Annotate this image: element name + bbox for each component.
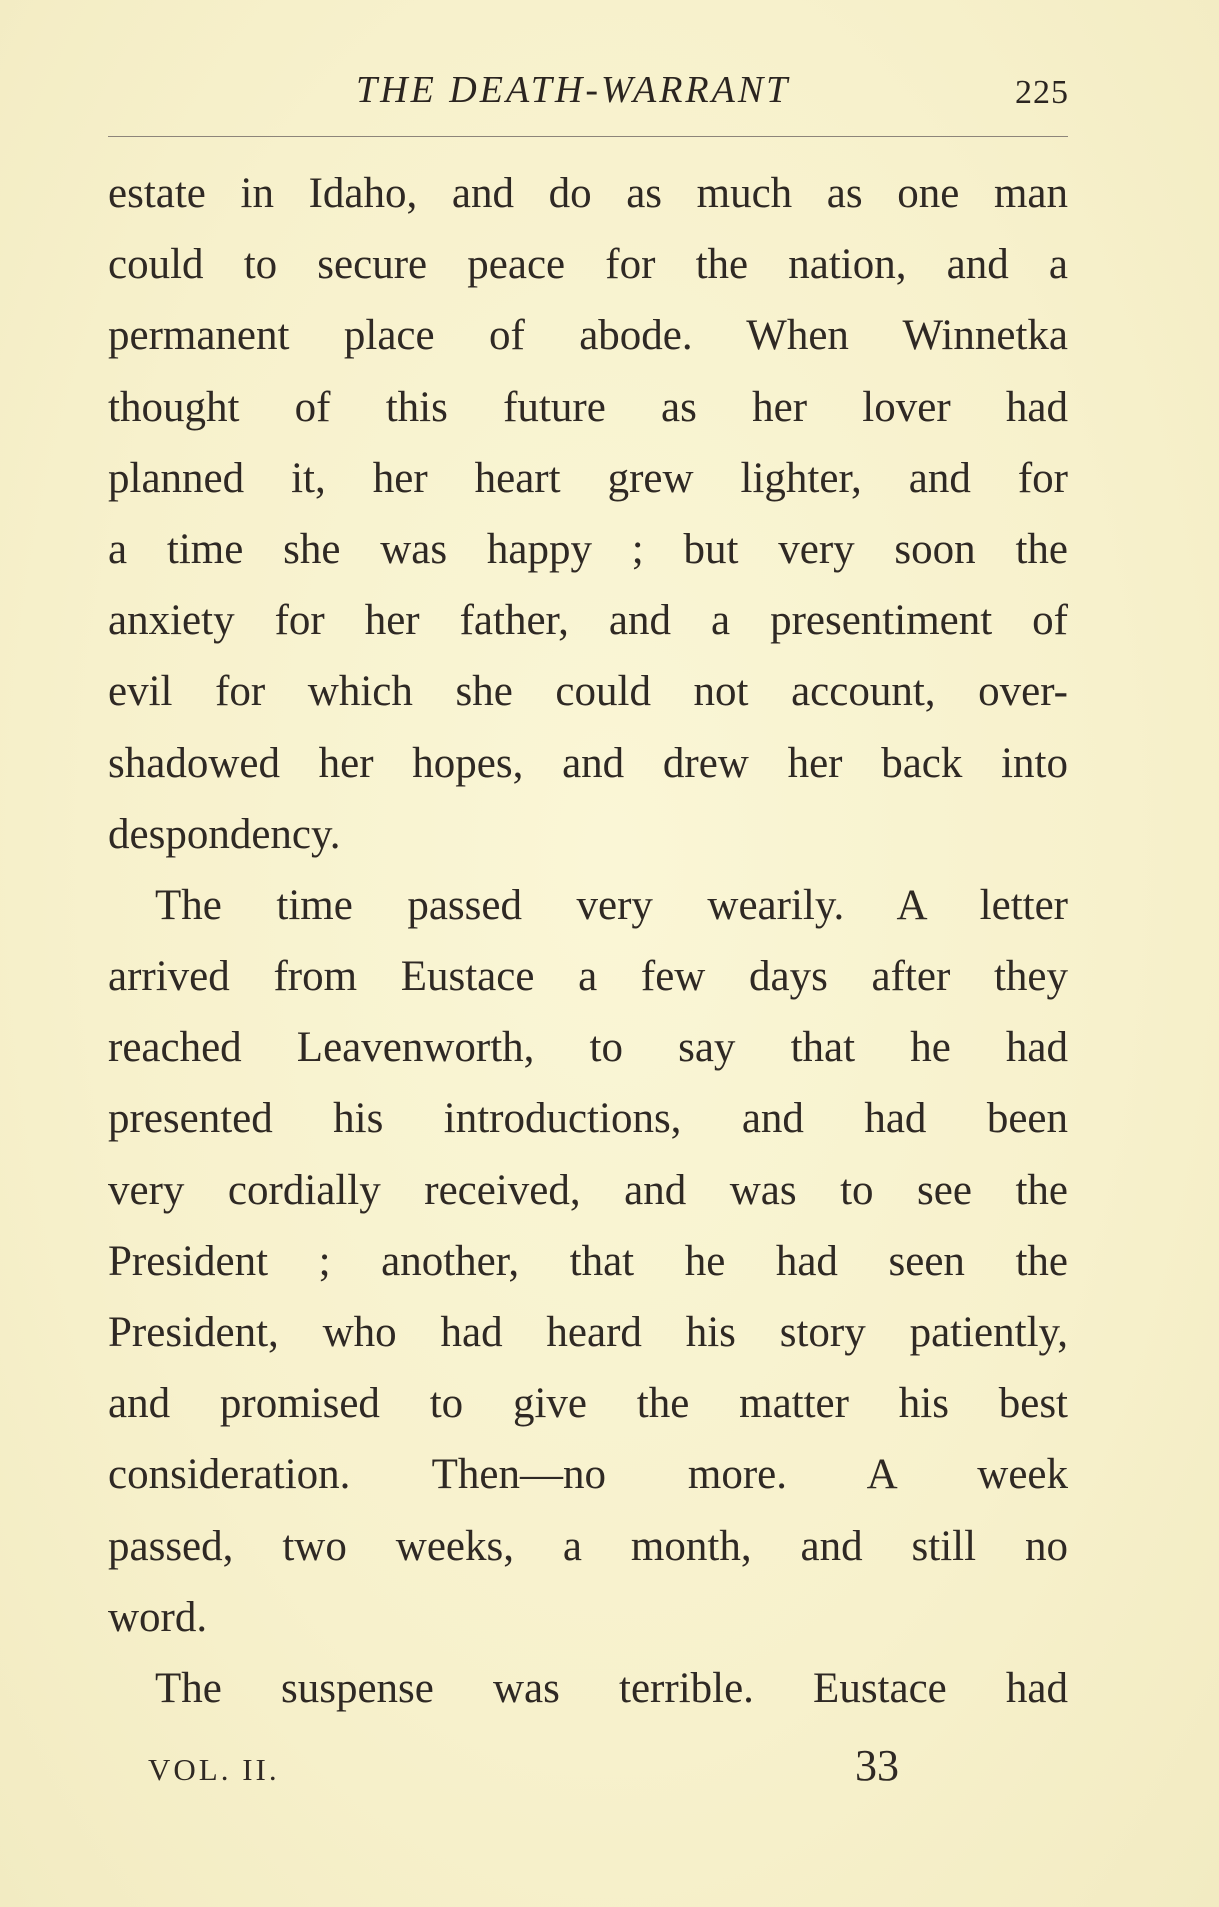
text-line: and promised to give the matter his best [108,1380,1068,1428]
text-line: President, who had heard his story patiently, [108,1309,1068,1356]
text-line: anxiety for her father, and a presentiment of [108,597,1068,645]
text-line: consideration. Then—no more. A week [108,1451,1068,1499]
text-line: could to secure peace for the nation, and a [108,241,1068,289]
text-line: word. [108,1593,208,1641]
page-number: 225 [1015,74,1069,111]
text-line: permanent place of abode. When Winnetka [108,312,1068,360]
text-line: thought of this future as her lover had [108,383,1068,431]
running-head [0,68,1219,128]
text-line: arrived from Eustace a few days after they [108,953,1068,1001]
volume-signature: VOL. II. [148,1752,280,1787]
text-line: evil for which she could not account, over- [108,668,1068,716]
text-line: estate in Idaho, and do as much as one man [108,170,1068,217]
text-line: The time passed very wearily. A letter [155,881,1068,929]
header-rule [108,136,1068,137]
text-line: The suspense was terrible. Eustace had [155,1664,1068,1712]
text-line: planned it, her heart grew lighter, and for [108,454,1068,502]
text-line: despondency. [108,810,341,858]
signature-folio: 33 [855,1741,899,1790]
text-line: very cordially received, and was to see the [108,1166,1068,1214]
body-text [108,158,1068,1724]
text-line: presented his introductions, and had been [108,1095,1068,1143]
text-line: President ; another, that he had seen the [108,1237,1068,1285]
page-footer [0,1740,1219,1810]
running-title: THE DEATH-WARRANT [356,69,791,111]
text-line: a time she was happy ; but very soon the [108,525,1068,573]
text-line: reached Leavenworth, to say that he had [108,1024,1068,1072]
text-line: passed, two weeks, a month, and still no [108,1522,1068,1570]
text-line: shadowed her hopes, and drew her back into [108,739,1068,787]
